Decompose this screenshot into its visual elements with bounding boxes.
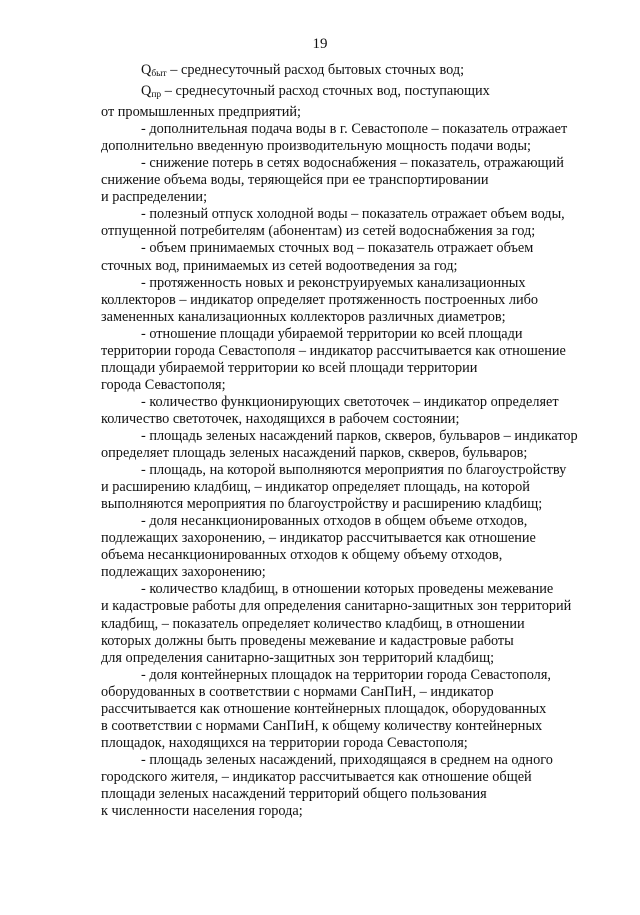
paragraph-water-supply: - дополнительная подача воды в г. Севастополе – показатель отражает дополнительно введенную производительную мощность подачи воды;: [101, 121, 568, 155]
paragraph-text: – среднесуточный расход бытовых сточных вод;: [166, 62, 465, 78]
paragraph-cemetery-area: - площадь, на которой выполняются мероприятия по благоустройству и расширению кладбищ, – индикатор определяет площадь, на которой выполняются мероприятия по благоустройству и расширению кладбищ;: [101, 462, 567, 513]
paragraph-sewer-length: - протяженность новых и реконструируемых канализационных коллекторов – индикатор определяет протяженность построенных либо замененных канализационных коллекторов различных диаметров;: [101, 274, 539, 325]
symbol-q: Q: [141, 62, 152, 78]
paragraph-green-parks: - площадь зеленых насаждений парков, скверов, бульваров – индикатор определяет площадь зеленых насаждений парков, скверов, бульваров;: [101, 427, 578, 462]
paragraph-cleaned-territory: - отношение площади убираемой территории ко всей площади территории города Севастополя – индикатор рассчитывается как отношение площади убираемой территории ко всей площади территории города Севастополя;: [101, 325, 566, 393]
paragraph-green-per-resident: - площадь зеленых насаждений, приходящаяся в среднем на одного городского жителя, – индикатор рассчитывается как отношение общей площади зеленых насаждений территорий общего пользования к численности населения города;: [101, 751, 553, 820]
paragraph-unauthorized-waste: - доля несанкционированных отходов в общем объеме отходов, подлежащих захоронению, – индикатор рассчитывается как отношение объема несанкционированных отходов к общему объему отходов, подлежащих захоронению;: [101, 513, 536, 581]
symbol-subscript-pr: пр: [151, 90, 162, 101]
paragraph-text: – среднесуточный расход сточных вод, поступающих от промышленных предприятий;: [101, 83, 490, 121]
page-number: 19: [312, 36, 328, 52]
document-body: [101, 62, 612, 820]
paragraph-container-sites: - доля контейнерных площадок на территории города Севастополя, оборудованных в соответствии с нормами СанПиН, – индикатор рассчитывается как отношение контейнерных площадок, оборудованных в соответствии с нормами СанПиН, к общему количеству контейнерных площадок, находящихся на территории города Севастополя;: [101, 666, 551, 751]
paragraph-q-byt: [101, 62, 612, 83]
paragraph-cold-water-supply: - полезный отпуск холодной воды – показатель отражает объем воды, отпущенной потребителям (абонентам) из сетей водоснабжения за год;: [101, 206, 565, 240]
paragraph-wastewater-volume: - объем принимаемых сточных вод – показатель отражает объем сточных вод, принимаемых из сетей водоотведения за год;: [101, 240, 534, 274]
paragraph-light-points: - количество функционирующих светоточек – индикатор определяет количество светоточек, находящихся в рабочем состоянии;: [101, 393, 559, 427]
paragraph-cemetery-survey: - количество кладбищ, в отношении которых проведены межевание и кадастровые работы для определения санитарно-защитных зон территорий кладбищ, – показатель определяет количество кладбищ, в отношении которых должны быть проведены межевание и кадастровые работы для определения санитарно-защитных зон территорий кладбищ;: [101, 581, 572, 666]
symbol-subscript-byt: быт: [151, 69, 167, 79]
paragraph-q-pr: [101, 83, 612, 121]
symbol-q: Q: [141, 83, 152, 100]
paragraph-loss-reduction: - снижение потерь в сетях водоснабжения – показатель, отражающий снижение объема воды, теряющейся при ее транспортировании и распределении;: [101, 155, 564, 206]
